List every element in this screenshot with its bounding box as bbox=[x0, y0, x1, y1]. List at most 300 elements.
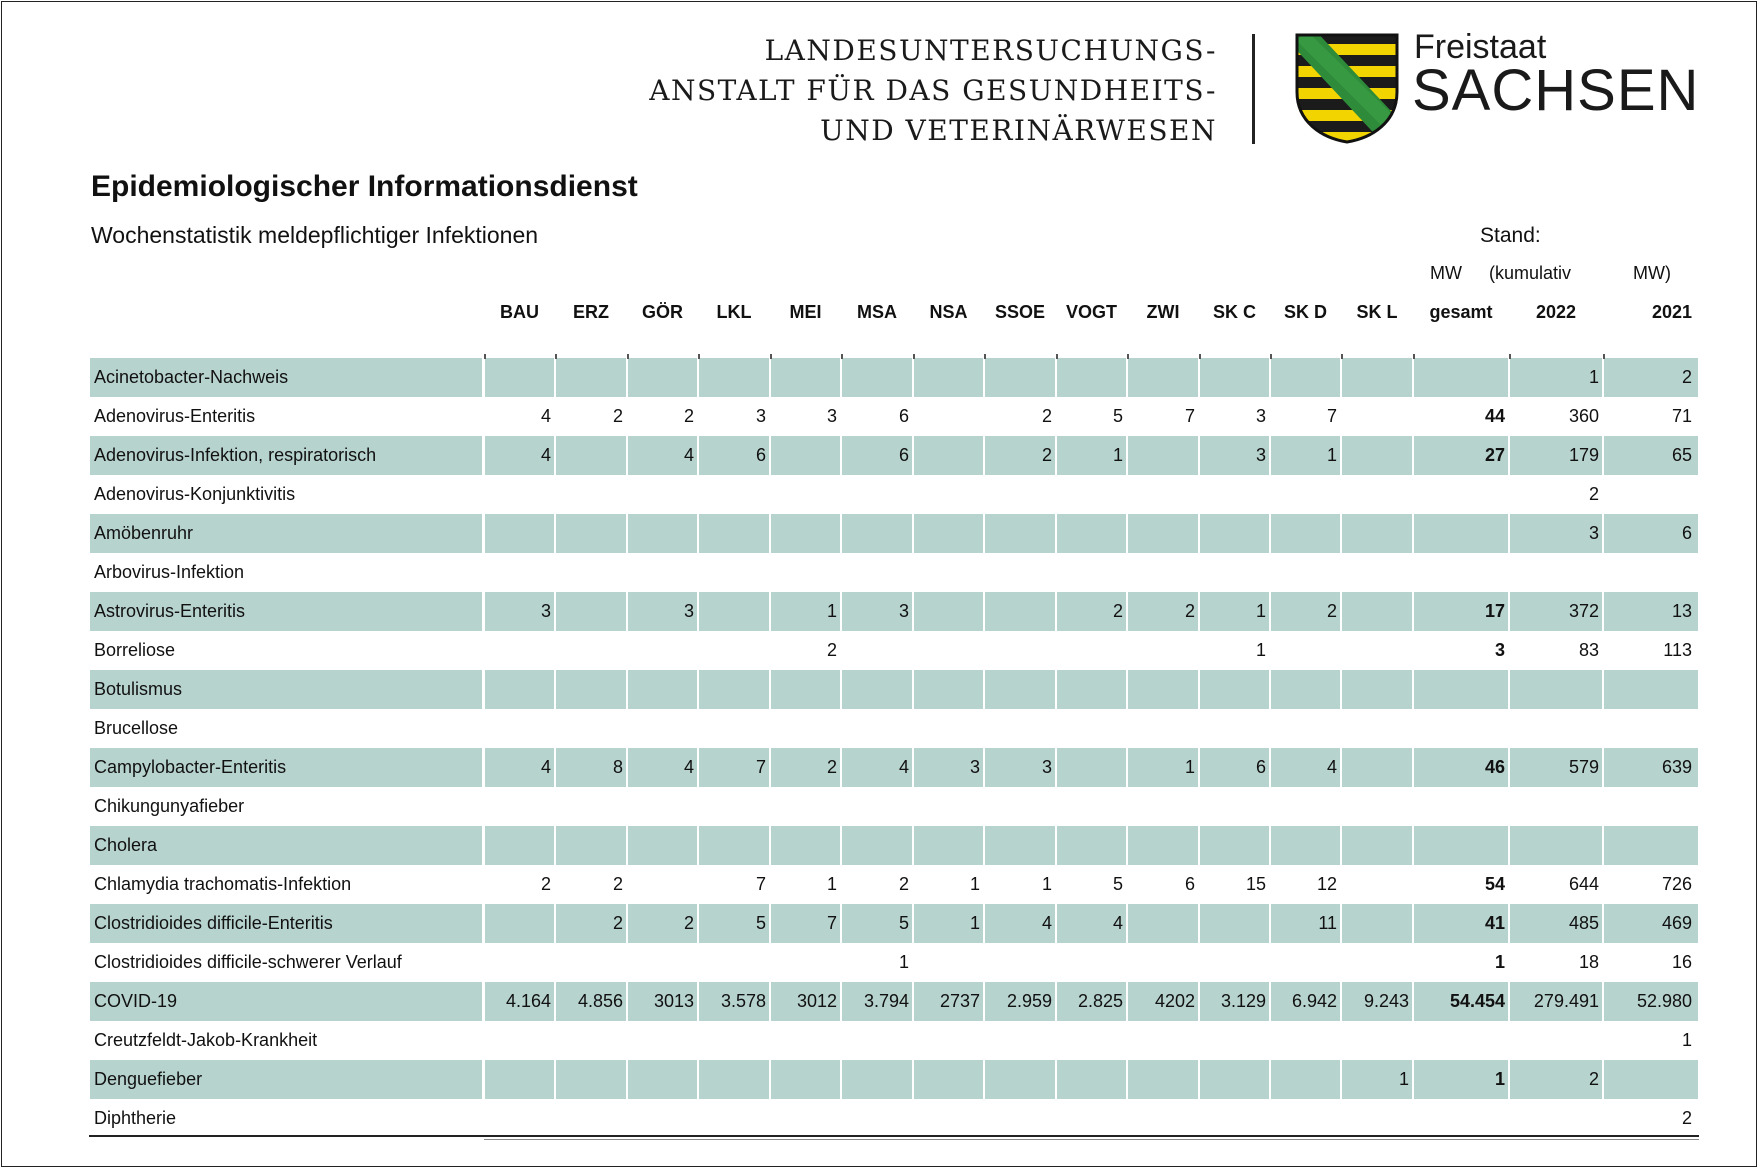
table-cell bbox=[485, 670, 554, 709]
table-cell bbox=[914, 514, 983, 553]
column-tick bbox=[1341, 354, 1343, 359]
table-cell bbox=[485, 475, 554, 514]
column-header: 2021 bbox=[1651, 302, 1692, 322]
table-cell bbox=[485, 514, 554, 553]
table-cell bbox=[556, 943, 626, 982]
table-cell bbox=[771, 826, 840, 865]
table-cell: 2 bbox=[1588, 484, 1599, 504]
table-cell: 7 bbox=[1326, 406, 1337, 426]
table-cell bbox=[985, 592, 1055, 631]
table-cell bbox=[914, 670, 983, 709]
table-cell bbox=[914, 436, 983, 475]
row-label: Adenovirus-Enteritis bbox=[94, 406, 256, 426]
table-cell bbox=[914, 826, 983, 865]
table-cell bbox=[1342, 631, 1412, 670]
table-cell bbox=[771, 1021, 840, 1060]
table-cell bbox=[1604, 670, 1698, 709]
row-label: Cholera bbox=[90, 826, 482, 865]
table-cell: 1 bbox=[898, 952, 909, 972]
table-cell bbox=[985, 553, 1055, 592]
table-cell bbox=[1200, 1021, 1269, 1060]
table-cell bbox=[985, 1021, 1055, 1060]
table-cell bbox=[1057, 358, 1126, 397]
table-cell bbox=[1604, 1060, 1698, 1099]
column-tick bbox=[1509, 354, 1511, 359]
page-subtitle: Wochenstatistik meldepflichtiger Infektionen bbox=[91, 222, 539, 248]
table-cell bbox=[1271, 709, 1340, 748]
table-cell bbox=[628, 709, 697, 748]
column-tick bbox=[913, 354, 915, 359]
table-cell: 6 bbox=[1604, 514, 1698, 553]
column-tick bbox=[770, 354, 772, 359]
table-cell bbox=[1128, 553, 1198, 592]
row-label: Chikungunyafieber bbox=[94, 796, 245, 816]
table-cell bbox=[628, 475, 697, 514]
table-cell bbox=[1342, 1099, 1412, 1138]
institute-name bbox=[649, 31, 1217, 151]
table-cell: 3 bbox=[1510, 514, 1602, 553]
table-cell: 65 bbox=[1604, 436, 1698, 475]
column-tick bbox=[1270, 354, 1272, 359]
table-cell bbox=[699, 709, 769, 748]
table-cell bbox=[699, 826, 769, 865]
table-cell: 6 bbox=[1184, 874, 1195, 894]
table-cell bbox=[1271, 1021, 1340, 1060]
table-cell bbox=[914, 397, 983, 436]
column-header: SK C bbox=[1212, 302, 1256, 322]
table-cell: 71 bbox=[1671, 406, 1692, 426]
table-cell bbox=[1128, 1021, 1198, 1060]
table-cell: 3 bbox=[1200, 436, 1269, 475]
table-cell: 2 bbox=[1271, 592, 1340, 631]
row-label: Brucellose bbox=[94, 718, 179, 738]
table-row bbox=[90, 436, 1698, 475]
table-cell bbox=[985, 475, 1055, 514]
table-cell bbox=[628, 631, 697, 670]
table-cell bbox=[914, 631, 983, 670]
table-cell bbox=[1414, 670, 1508, 709]
table-cell bbox=[1510, 787, 1602, 826]
table-cell bbox=[771, 670, 840, 709]
mw-label-right: MW) bbox=[1633, 263, 1671, 283]
table-cell bbox=[842, 826, 912, 865]
table-cell bbox=[1414, 358, 1508, 397]
table-cell: 1 bbox=[1494, 952, 1505, 972]
table-cell: 3 bbox=[485, 592, 554, 631]
table-cell bbox=[985, 787, 1055, 826]
table-cell bbox=[1057, 709, 1126, 748]
table-cell: 1 bbox=[1271, 436, 1340, 475]
table-cell: 4 bbox=[628, 436, 697, 475]
column-tick bbox=[984, 354, 986, 359]
table-cell bbox=[842, 1021, 912, 1060]
table-row bbox=[90, 358, 1698, 397]
table-cell bbox=[628, 358, 697, 397]
table-cell bbox=[628, 826, 697, 865]
table-cell bbox=[842, 475, 912, 514]
table-cell: 360 bbox=[1568, 406, 1599, 426]
table-cell bbox=[1342, 514, 1412, 553]
column-tick bbox=[1056, 354, 1058, 359]
table-cell: 1 bbox=[771, 592, 840, 631]
table-row bbox=[90, 982, 1698, 1021]
table-cell: 2 bbox=[1057, 592, 1126, 631]
row-label: COVID-19 bbox=[90, 982, 482, 1021]
table-cell: 54.454 bbox=[1414, 982, 1508, 1021]
table-cell bbox=[485, 631, 554, 670]
table-cell: 5 bbox=[842, 904, 912, 943]
table-cell bbox=[556, 475, 626, 514]
table-cell: 4 bbox=[485, 748, 554, 787]
table-cell: 372 bbox=[1510, 592, 1602, 631]
table-row bbox=[90, 1099, 1698, 1138]
table-cell: 1 bbox=[914, 904, 983, 943]
row-label: Campylobacter-Enteritis bbox=[90, 748, 482, 787]
table-cell bbox=[1057, 1099, 1126, 1138]
table-bottom-rule-thin bbox=[484, 1139, 1699, 1140]
table-cell: 3.794 bbox=[842, 982, 912, 1021]
table-cell bbox=[1604, 475, 1698, 514]
row-label: Adenovirus-Konjunktivitis bbox=[94, 484, 296, 504]
table-cell bbox=[1342, 748, 1412, 787]
table-cell bbox=[699, 1021, 769, 1060]
table-cell bbox=[985, 358, 1055, 397]
table-cell bbox=[771, 1060, 840, 1099]
table-cell: 1 bbox=[1414, 1060, 1508, 1099]
table-cell bbox=[985, 709, 1055, 748]
table-cell: 2 bbox=[1681, 1108, 1692, 1128]
table-cell: 4202 bbox=[1128, 982, 1198, 1021]
table-cell bbox=[1128, 436, 1198, 475]
column-header: BAU bbox=[500, 302, 539, 322]
table-cell bbox=[985, 514, 1055, 553]
header-divider bbox=[1252, 34, 1255, 144]
table-cell: 7 bbox=[771, 904, 840, 943]
table-cell: 1 bbox=[826, 874, 837, 894]
table-cell: 83 bbox=[1578, 640, 1599, 660]
page-title: Epidemiologischer Informationsdienst bbox=[91, 170, 638, 203]
table-cell bbox=[1342, 397, 1412, 436]
table-cell bbox=[1510, 826, 1602, 865]
table-cell: 1 bbox=[969, 874, 980, 894]
column-header: SSOE bbox=[994, 302, 1046, 322]
table-cell: 2 bbox=[683, 406, 694, 426]
table-cell bbox=[1271, 475, 1340, 514]
table-cell bbox=[699, 358, 769, 397]
table-cell bbox=[842, 787, 912, 826]
table-cell bbox=[771, 436, 840, 475]
table-cell: 3 bbox=[914, 748, 983, 787]
table-cell bbox=[1271, 670, 1340, 709]
table-cell bbox=[842, 1099, 912, 1138]
table-cell: 2 bbox=[612, 874, 623, 894]
table-cell: 113 bbox=[1663, 640, 1692, 660]
table-cell: 4 bbox=[985, 904, 1055, 943]
table-cell: 6 bbox=[699, 436, 769, 475]
column-tick bbox=[1603, 354, 1605, 359]
table-cell: 7 bbox=[699, 748, 769, 787]
row-label: Arbovirus-Infektion bbox=[94, 562, 245, 582]
table-cell: 2 bbox=[826, 640, 837, 660]
row-label: Creutzfeldt-Jakob-Krankheit bbox=[94, 1030, 318, 1050]
table-cell: 18 bbox=[1578, 952, 1599, 972]
sachsen-label: SACHSEN bbox=[1412, 58, 1700, 123]
table-cell: 2 bbox=[1604, 358, 1698, 397]
table-cell bbox=[914, 1021, 983, 1060]
table-cell bbox=[1510, 709, 1602, 748]
table-cell bbox=[1604, 709, 1698, 748]
column-header: ZWI bbox=[1146, 302, 1180, 322]
table-cell: 485 bbox=[1510, 904, 1602, 943]
table-cell bbox=[628, 514, 697, 553]
table-cell bbox=[1342, 670, 1412, 709]
table-cell: 2 bbox=[612, 406, 623, 426]
table-cell: 2 bbox=[556, 904, 626, 943]
table-cell bbox=[985, 943, 1055, 982]
freistaat-label: Freistaat bbox=[1414, 28, 1547, 66]
table-cell bbox=[1128, 1099, 1198, 1138]
table-row bbox=[90, 553, 1698, 592]
table-cell bbox=[1342, 904, 1412, 943]
table-cell: 15 bbox=[1245, 874, 1266, 894]
table-cell bbox=[1200, 514, 1269, 553]
table-cell bbox=[699, 553, 769, 592]
mw-label-left: MW bbox=[1430, 263, 1462, 283]
column-header: 2022 bbox=[1535, 302, 1577, 322]
row-label: Chlamydia trachomatis-Infektion bbox=[94, 874, 352, 894]
column-header: GÖR bbox=[641, 302, 683, 322]
table-cell bbox=[1128, 358, 1198, 397]
table-cell bbox=[842, 514, 912, 553]
table-cell bbox=[556, 1060, 626, 1099]
table-cell bbox=[556, 709, 626, 748]
table-cell: 2 bbox=[898, 874, 909, 894]
table-cell: 8 bbox=[556, 748, 626, 787]
table-cell bbox=[1510, 1021, 1602, 1060]
table-cell: 2737 bbox=[914, 982, 983, 1021]
table-cell bbox=[914, 709, 983, 748]
row-label: Clostridioides difficile-schwerer Verlauf bbox=[94, 952, 402, 972]
table-cell: 4 bbox=[842, 748, 912, 787]
table-cell bbox=[914, 475, 983, 514]
table-cell: 44 bbox=[1484, 406, 1505, 426]
table-cell bbox=[485, 1099, 554, 1138]
table-cell bbox=[699, 592, 769, 631]
table-cell bbox=[1342, 787, 1412, 826]
table-cell: 579 bbox=[1510, 748, 1602, 787]
column-header: LKL bbox=[716, 302, 752, 322]
row-label: Botulismus bbox=[90, 670, 482, 709]
table-cell bbox=[485, 943, 554, 982]
table-cell bbox=[1200, 475, 1269, 514]
table-cell bbox=[1414, 514, 1508, 553]
table-cell bbox=[699, 1060, 769, 1099]
table-cell bbox=[1510, 1099, 1602, 1138]
table-cell: 1 bbox=[1255, 640, 1266, 660]
table-cell bbox=[1200, 943, 1269, 982]
mw-label-kumulativ: (kumulativ bbox=[1489, 263, 1572, 283]
table-cell: 2 bbox=[1510, 1060, 1602, 1099]
table-cell: 2.959 bbox=[985, 982, 1055, 1021]
table-cell bbox=[628, 943, 697, 982]
table-cell: 4 bbox=[540, 406, 551, 426]
table-cell bbox=[842, 709, 912, 748]
table-bottom-rule bbox=[89, 1135, 1699, 1137]
table-cell bbox=[699, 631, 769, 670]
table-cell bbox=[699, 1099, 769, 1138]
table-cell: 6.942 bbox=[1271, 982, 1340, 1021]
table-cell bbox=[1271, 358, 1340, 397]
saxony-coat-of-arms-icon bbox=[1294, 32, 1400, 144]
table-cell: 11 bbox=[1271, 904, 1340, 943]
table-cell: 4 bbox=[1271, 748, 1340, 787]
table-cell bbox=[842, 358, 912, 397]
table-cell: 5 bbox=[699, 904, 769, 943]
column-header: SK D bbox=[1283, 302, 1327, 322]
table-cell bbox=[699, 475, 769, 514]
table-cell bbox=[1414, 787, 1508, 826]
table-cell bbox=[1342, 358, 1412, 397]
table-cell bbox=[771, 1099, 840, 1138]
column-header: gesamt bbox=[1429, 302, 1493, 322]
table-cell: 726 bbox=[1661, 874, 1692, 894]
table-cell: 12 bbox=[1316, 874, 1337, 894]
table-cell bbox=[842, 1060, 912, 1099]
table-cell bbox=[1271, 553, 1340, 592]
table-cell bbox=[985, 1060, 1055, 1099]
table-cell bbox=[485, 826, 554, 865]
table-cell bbox=[485, 358, 554, 397]
table-row bbox=[90, 397, 1698, 436]
table-cell: 1 bbox=[1510, 358, 1602, 397]
table-cell bbox=[556, 1021, 626, 1060]
table-cell bbox=[485, 1021, 554, 1060]
table-cell: 3012 bbox=[771, 982, 840, 1021]
table-cell: 6 bbox=[898, 406, 909, 426]
table-cell bbox=[1128, 670, 1198, 709]
table-cell bbox=[556, 592, 626, 631]
row-label: Denguefieber bbox=[90, 1060, 482, 1099]
column-tick bbox=[1413, 354, 1415, 359]
table-cell: 41 bbox=[1414, 904, 1508, 943]
table-row bbox=[90, 592, 1698, 631]
table-cell: 4.856 bbox=[556, 982, 626, 1021]
table-cell bbox=[771, 358, 840, 397]
table-cell bbox=[628, 1060, 697, 1099]
table-cell bbox=[771, 475, 840, 514]
table-cell: 3 bbox=[842, 592, 912, 631]
table-cell bbox=[556, 514, 626, 553]
table-cell bbox=[1200, 826, 1269, 865]
table-cell bbox=[1342, 943, 1412, 982]
table-cell bbox=[556, 1099, 626, 1138]
table-cell: 52.980 bbox=[1604, 982, 1698, 1021]
table-cell: 1 bbox=[1041, 874, 1052, 894]
table-cell bbox=[914, 1099, 983, 1138]
table-cell: 3 bbox=[985, 748, 1055, 787]
table-cell bbox=[1342, 826, 1412, 865]
table-cell: 16 bbox=[1671, 952, 1692, 972]
table-cell bbox=[1057, 514, 1126, 553]
table-cell bbox=[1510, 553, 1602, 592]
row-label: Amöbenruhr bbox=[90, 514, 482, 553]
table-cell bbox=[699, 670, 769, 709]
table-cell bbox=[556, 670, 626, 709]
table-cell bbox=[914, 592, 983, 631]
table-cell bbox=[985, 1099, 1055, 1138]
table-cell bbox=[1271, 787, 1340, 826]
table-cell bbox=[1271, 943, 1340, 982]
table-cell bbox=[628, 1021, 697, 1060]
table-cell: 5 bbox=[1112, 874, 1123, 894]
table-row bbox=[90, 904, 1698, 943]
table-cell bbox=[1057, 1021, 1126, 1060]
table-cell bbox=[1200, 358, 1269, 397]
table-cell: 27 bbox=[1414, 436, 1508, 475]
stand-label: Stand: bbox=[1480, 224, 1541, 247]
column-header: VOGT bbox=[1065, 302, 1117, 322]
table-cell: 54 bbox=[1484, 874, 1505, 894]
table-cell bbox=[485, 1060, 554, 1099]
table-cell bbox=[485, 709, 554, 748]
table-row bbox=[90, 865, 1698, 904]
table-cell bbox=[1414, 475, 1508, 514]
table-cell: 4.164 bbox=[485, 982, 554, 1021]
table-cell bbox=[1414, 826, 1508, 865]
table-cell: 3 bbox=[628, 592, 697, 631]
table-cell bbox=[985, 670, 1055, 709]
table-cell bbox=[1128, 826, 1198, 865]
table-cell: 179 bbox=[1510, 436, 1602, 475]
table-cell bbox=[914, 1060, 983, 1099]
table-cell bbox=[1057, 670, 1126, 709]
table-cell bbox=[1200, 787, 1269, 826]
table-cell bbox=[1200, 553, 1269, 592]
table-cell bbox=[556, 553, 626, 592]
table-cell bbox=[1200, 670, 1269, 709]
table-cell bbox=[1342, 865, 1412, 904]
table-cell bbox=[699, 787, 769, 826]
table-cell bbox=[556, 787, 626, 826]
table-cell: 3.129 bbox=[1200, 982, 1269, 1021]
table-cell bbox=[1200, 1099, 1269, 1138]
table-cell bbox=[485, 553, 554, 592]
table-cell: 644 bbox=[1568, 874, 1599, 894]
table-cell: 639 bbox=[1604, 748, 1698, 787]
table-cell bbox=[1510, 670, 1602, 709]
column-header: MSA bbox=[857, 302, 897, 322]
table-row bbox=[90, 826, 1698, 865]
column-header: MEI bbox=[789, 302, 822, 322]
table-cell bbox=[1128, 943, 1198, 982]
table-cell bbox=[771, 709, 840, 748]
table-cell: 46 bbox=[1414, 748, 1508, 787]
table-cell bbox=[485, 904, 554, 943]
table-cell bbox=[1057, 631, 1126, 670]
column-tick bbox=[841, 354, 843, 359]
table-cell bbox=[1128, 514, 1198, 553]
table-cell: 3 bbox=[755, 406, 766, 426]
table-cell: 3013 bbox=[628, 982, 697, 1021]
table-cell: 2.825 bbox=[1057, 982, 1126, 1021]
table-cell bbox=[1342, 436, 1412, 475]
table-cell bbox=[1604, 787, 1698, 826]
table-cell bbox=[1271, 826, 1340, 865]
table-cell: 469 bbox=[1604, 904, 1698, 943]
table-cell bbox=[1342, 475, 1412, 514]
row-label: Adenovirus-Infektion, respiratorisch bbox=[90, 436, 482, 475]
table-cell bbox=[699, 514, 769, 553]
